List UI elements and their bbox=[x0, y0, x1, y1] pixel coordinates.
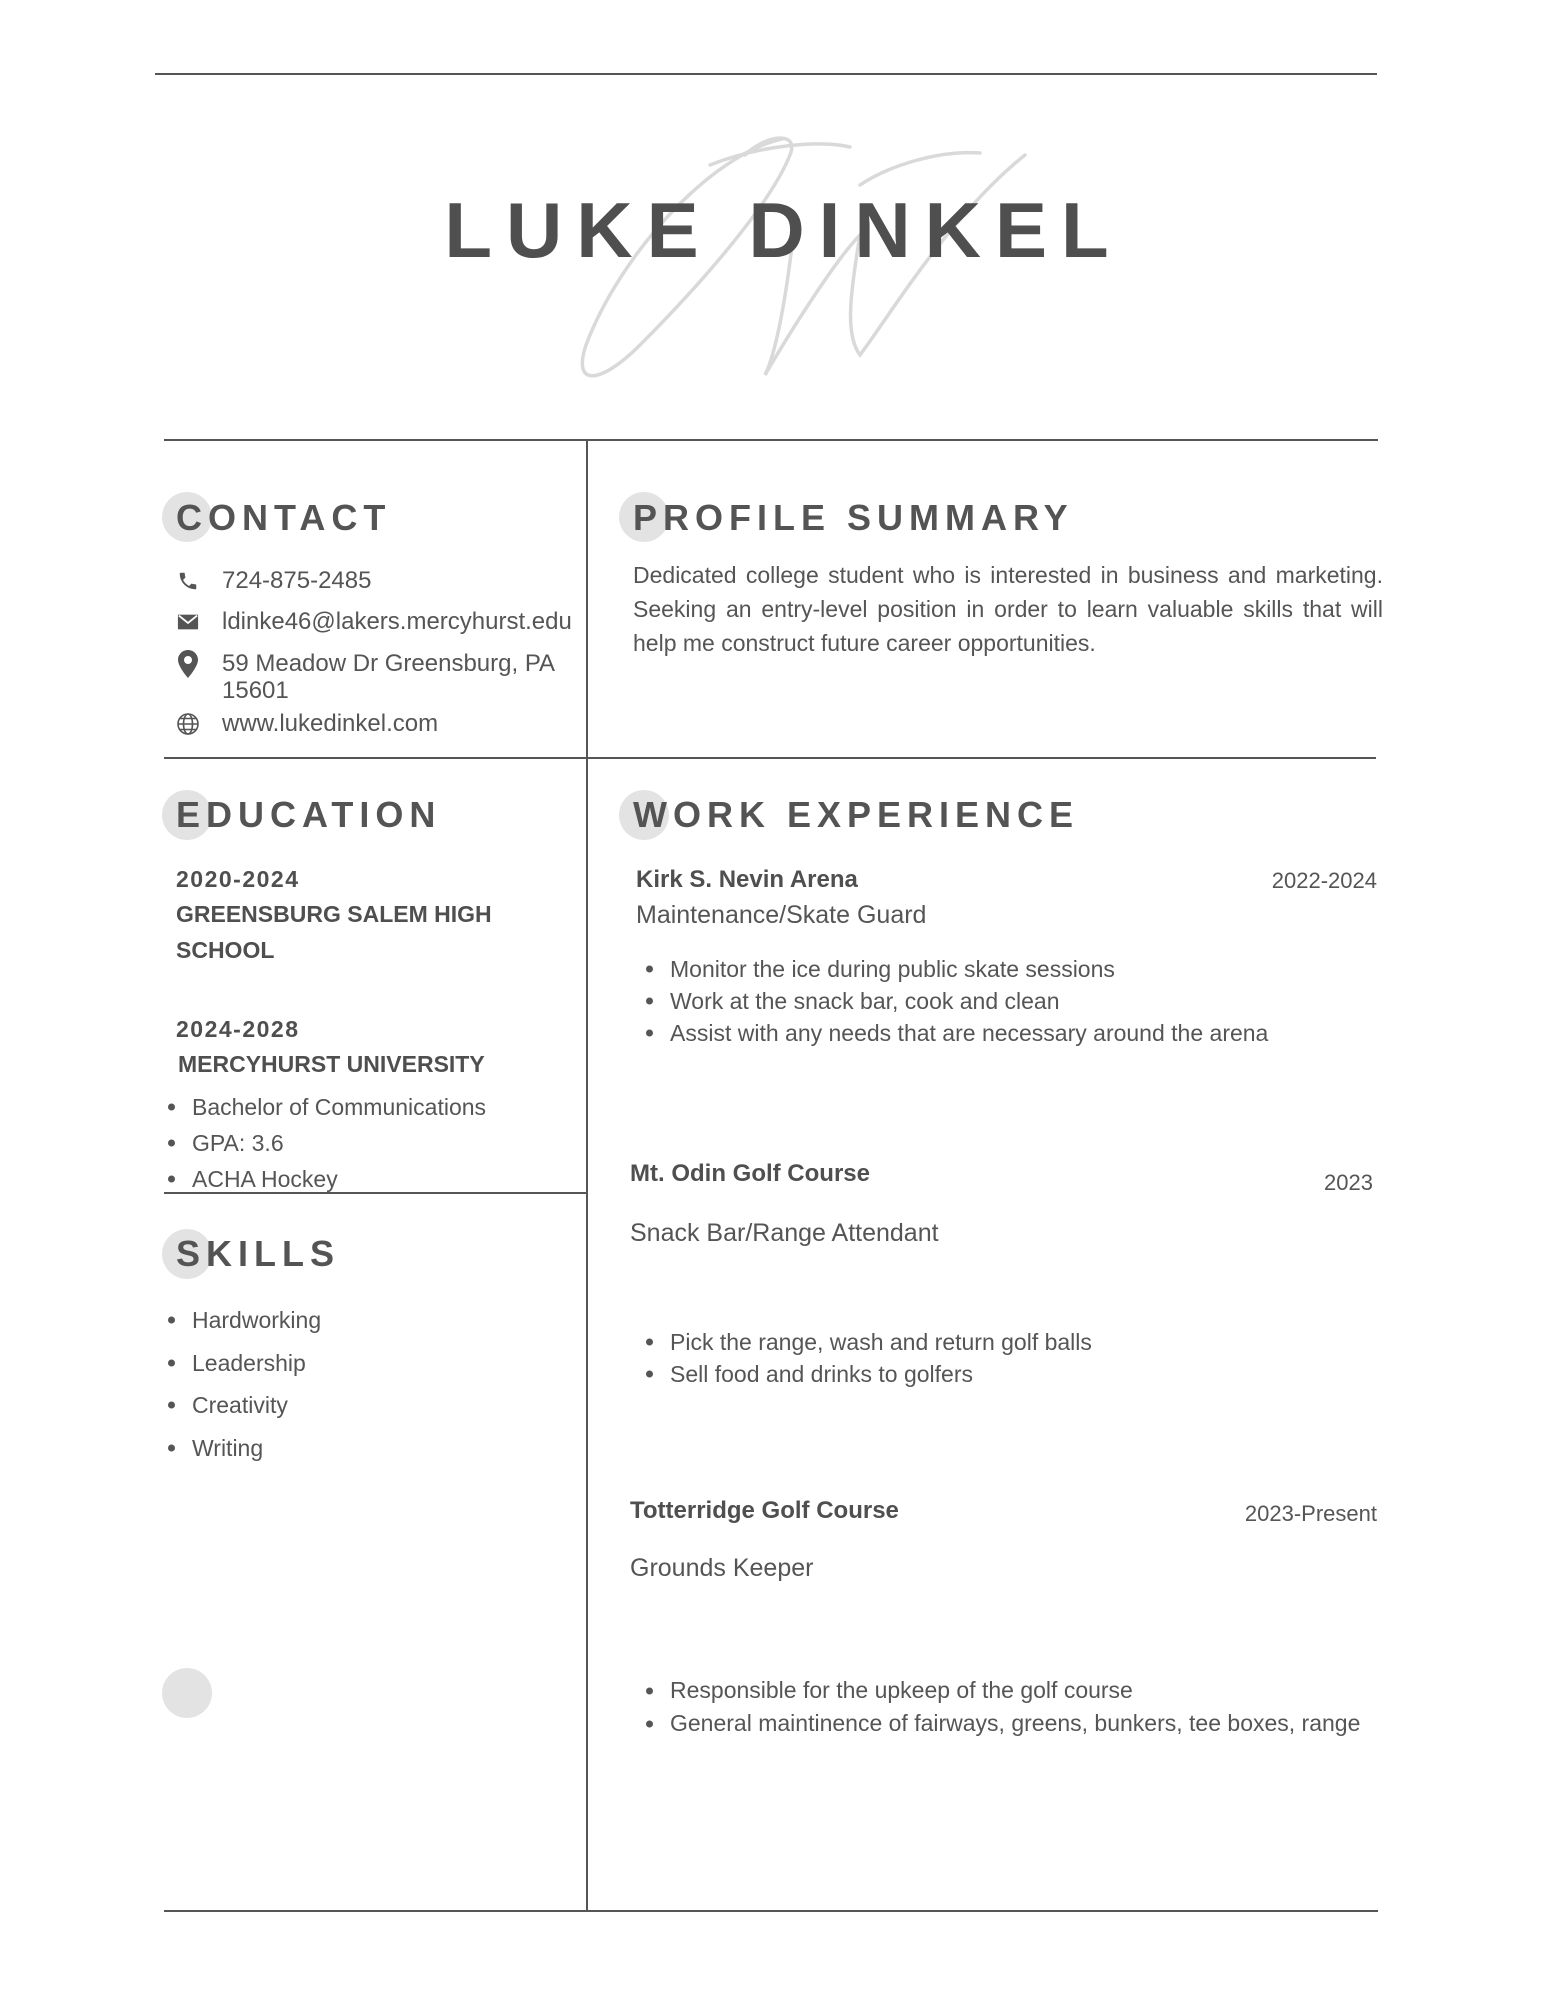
job-role-1: Maintenance/Skate Guard bbox=[636, 901, 927, 929]
decorative-circle bbox=[162, 1668, 212, 1718]
job-company-3: Totterridge Golf Course bbox=[630, 1497, 899, 1524]
contact-address bbox=[172, 650, 555, 704]
profile-summary-text: Dedicated college student who is interested in business and marketing. Seeking an entry-level position in order to learn valuable skills that will help me construct future career opportunities. bbox=[633, 562, 1383, 656]
list-item: Writing bbox=[166, 1427, 321, 1470]
website-link[interactable]: www.lukedinkel.com bbox=[222, 710, 439, 737]
job-duties-1 bbox=[644, 953, 1268, 1049]
job-dates-3: 2023-Present bbox=[1244, 1501, 1377, 1526]
education-heading: EDUCATION bbox=[176, 794, 442, 835]
list-item: Leadership bbox=[166, 1342, 321, 1385]
list-item: Monitor the ice during public skate sessions bbox=[644, 953, 1268, 985]
mail-icon bbox=[172, 608, 204, 636]
header-divider bbox=[164, 439, 1378, 441]
email-address[interactable]: ldinke46@lakers.mercyhurst.edu bbox=[222, 608, 572, 635]
education-school-1: GREENSBURG SALEM HIGH SCHOOL bbox=[176, 901, 492, 963]
list-item: Work at the snack bar, cook and clean bbox=[644, 985, 1268, 1017]
education-details-list bbox=[166, 1089, 486, 1197]
contact-heading: CONTACT bbox=[176, 497, 392, 538]
column-divider bbox=[586, 439, 588, 1911]
list-item: Bachelor of Communications bbox=[166, 1089, 486, 1125]
job-role-2: Snack Bar/Range Attendant bbox=[630, 1219, 939, 1247]
job-company-1: Kirk S. Nevin Arena bbox=[636, 866, 858, 893]
job-duties-2 bbox=[644, 1326, 1092, 1390]
phone-icon bbox=[172, 567, 204, 595]
candidate-name: LUKE DINKEL bbox=[444, 186, 1123, 274]
contact-phone bbox=[172, 567, 371, 595]
job-dates-1: 2022-2024 bbox=[1271, 868, 1377, 893]
job-role-3: Grounds Keeper bbox=[630, 1554, 814, 1582]
phone-number: 724-875-2485 bbox=[222, 567, 372, 594]
list-item: Responsible for the upkeep of the golf course bbox=[644, 1674, 1360, 1707]
education-school-2: MERCYHURST UNIVERSITY bbox=[178, 1051, 485, 1077]
profile-heading: PROFILE SUMMARY bbox=[633, 497, 1074, 538]
skills-list bbox=[166, 1299, 321, 1469]
list-item: Hardworking bbox=[166, 1299, 321, 1342]
skills-heading: SKILLS bbox=[176, 1233, 341, 1274]
list-item: Sell food and drinks to golfers bbox=[644, 1358, 1092, 1390]
job-dates-2: 2023 bbox=[1324, 1170, 1373, 1195]
contact-email bbox=[172, 608, 572, 636]
job-duties-3 bbox=[644, 1674, 1360, 1740]
education-years-2: 2024-2028 bbox=[176, 1016, 300, 1042]
list-item: ACHA Hockey bbox=[166, 1161, 486, 1197]
row1-divider-right bbox=[587, 757, 1376, 759]
bottom-divider bbox=[164, 1910, 1378, 1912]
location-pin-icon bbox=[172, 650, 204, 678]
education-years-1: 2020-2024 bbox=[176, 866, 300, 892]
list-item: Creativity bbox=[166, 1384, 321, 1427]
list-item: GPA: 3.6 bbox=[166, 1125, 486, 1161]
address-line-2: 15601 bbox=[222, 677, 289, 704]
globe-icon bbox=[172, 710, 204, 738]
work-heading: WORK EXPERIENCE bbox=[633, 794, 1080, 835]
list-item: Pick the range, wash and return golf balls bbox=[644, 1326, 1092, 1358]
list-item: Assist with any needs that are necessary around the arena bbox=[644, 1017, 1268, 1049]
row1-divider-left bbox=[164, 757, 587, 759]
contact-website bbox=[172, 710, 438, 738]
address-line-1: 59 Meadow Dr Greensburg, PA bbox=[222, 650, 556, 677]
list-item: General maintinence of fairways, greens, bunkers, tee boxes, range bbox=[644, 1707, 1360, 1740]
top-divider bbox=[155, 73, 1377, 75]
job-company-2: Mt. Odin Golf Course bbox=[630, 1160, 870, 1187]
